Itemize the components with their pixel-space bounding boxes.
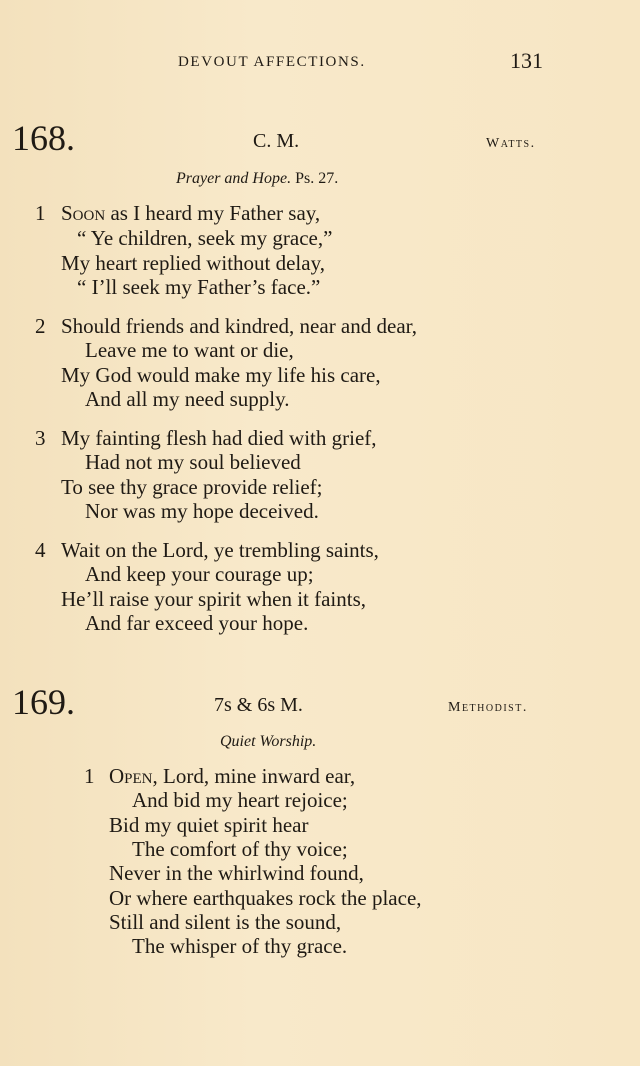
- scripture-reference: Ps. 27.: [295, 170, 339, 187]
- hymn-number: 169.: [12, 682, 75, 722]
- verse-line: Still and silent is the sound,: [109, 910, 342, 934]
- verse-line: And all my need supply.: [85, 387, 290, 411]
- verse-line: Wait on the Lord, ye trembling saints,: [61, 538, 379, 562]
- verse-line: Or where earthquakes rock the place,: [109, 886, 422, 910]
- verse-number: 2: [35, 314, 46, 338]
- hymn-168-header: [0, 120, 640, 160]
- hymn-meter: C. M.: [253, 130, 300, 152]
- verse-first-word: Open: [109, 764, 153, 788]
- verse-number: 4: [35, 538, 46, 562]
- verse-line: Nor was my hope deceived.: [85, 499, 319, 523]
- running-head: [0, 48, 640, 76]
- hymn-169-header: [0, 684, 640, 724]
- verse-first-word: Soon: [61, 201, 106, 225]
- page-number: 131: [510, 48, 543, 73]
- running-head-title: DEVOUT AFFECTIONS.: [178, 54, 366, 70]
- verse-first-rest: , Lord, mine inward ear,: [152, 764, 356, 788]
- hymn-168-subtitle: [176, 170, 338, 188]
- verse-line: [109, 764, 355, 788]
- verse-line: And bid my heart rejoice;: [132, 788, 348, 812]
- verse-line: He’ll raise your spirit when it faints,: [61, 587, 367, 611]
- verse-first-rest: as I heard my Father say,: [105, 201, 321, 225]
- verse-line: And far exceed your hope.: [85, 611, 309, 635]
- verse-line: “ Ye children, seek my grace,”: [77, 226, 333, 250]
- subtitle-text: Quiet Worship.: [220, 733, 317, 750]
- verse-line: My fainting flesh had died with grief,: [61, 426, 377, 450]
- verse-number: 1: [35, 201, 46, 225]
- verse-line: “ I’ll seek my Father’s face.”: [77, 275, 321, 299]
- verse-line: Bid my quiet spirit hear: [109, 813, 309, 837]
- verse-number: 1: [84, 764, 95, 788]
- verse-line: And keep your courage up;: [85, 562, 314, 586]
- verse-line: My God would make my life his care,: [61, 363, 381, 387]
- verse-line: The comfort of thy voice;: [132, 837, 348, 861]
- verse-line: Should friends and kindred, near and dear,: [61, 314, 418, 338]
- subtitle-text: Prayer and Hope.: [176, 170, 292, 187]
- hymn-meter: 7s & 6s M.: [214, 694, 303, 716]
- hymn-169-subtitle: [220, 733, 316, 751]
- hymn-author: Methodist.: [448, 700, 528, 715]
- verse-line: Never in the whirlwind found,: [109, 861, 364, 885]
- verse-line: Had not my soul believed: [85, 450, 301, 474]
- hymn-number: 168.: [12, 118, 75, 158]
- verse-number: 3: [35, 426, 46, 450]
- hymn-author: Watts.: [486, 136, 536, 151]
- verse-line: The whisper of thy grace.: [132, 934, 348, 958]
- verse-line: My heart replied without delay,: [61, 251, 325, 275]
- verse-line: Leave me to want or die,: [85, 338, 294, 362]
- verse-line: To see thy grace provide relief;: [61, 475, 323, 499]
- verse-line: [61, 201, 320, 225]
